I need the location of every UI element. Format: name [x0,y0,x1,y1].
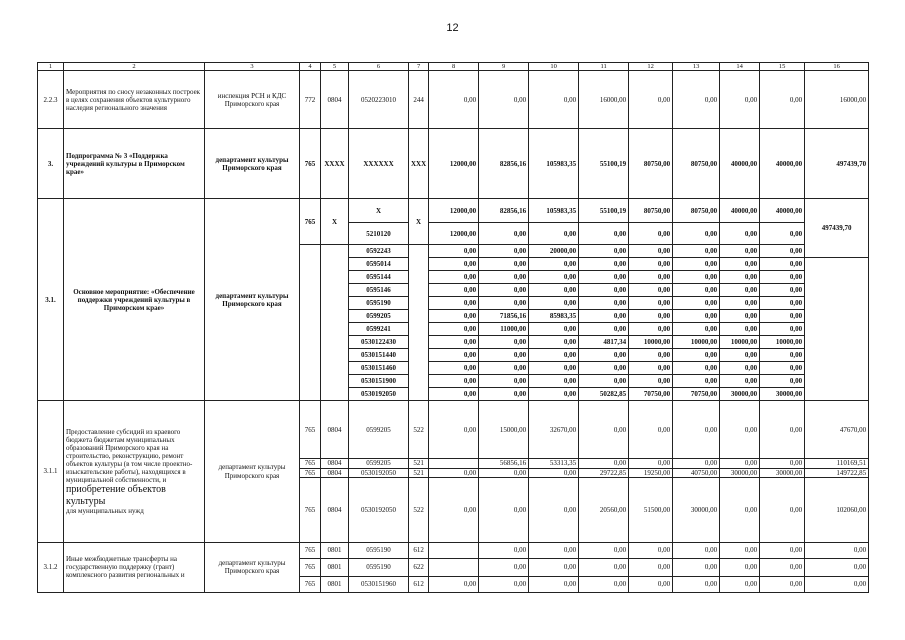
column-header: 9 [479,63,529,71]
value-cell: 16000,00 [579,71,629,129]
value-cell: 0,00 [529,388,579,401]
value-cell: 0,00 [629,258,673,271]
value-cell: 0,00 [629,284,673,297]
column-header: 13 [673,63,720,71]
code-cell: Х [409,199,429,245]
row-3-1-2-line [38,542,869,558]
value-cell: 0,00 [673,558,720,576]
value-cell: 0,00 [529,336,579,349]
row-3-1-line [38,199,869,223]
value-cell: 0,00 [529,362,579,375]
value-cell: 0,00 [760,576,805,592]
value-cell: 0,00 [673,375,720,388]
code-cell: 0599205 [349,310,409,323]
value-cell: 0,00 [673,459,720,468]
value-cell: 0,00 [673,310,720,323]
value-cell: 10000,00 [673,336,720,349]
value-cell: 15000,00 [479,401,529,459]
value-cell: 82856,16 [479,129,529,199]
code-cell: Х [349,199,409,223]
column-header: 2 [64,63,205,71]
value-cell: 0,00 [429,401,479,459]
value-cell: 0,00 [429,468,479,477]
value-cell: 0,00 [629,349,673,362]
value-cell: 0,00 [673,71,720,129]
value-cell: 0,00 [479,542,529,558]
code-cell: 0801 [321,542,349,558]
total-cell: 497439,70 [805,199,869,258]
value-cell: 0,00 [529,323,579,336]
code-cell: 522 [409,401,429,459]
value-cell: 0,00 [579,542,629,558]
value-cell: 0,00 [629,542,673,558]
value-cell: 80750,00 [629,199,673,223]
value-cell: 0,00 [479,375,529,388]
value-cell: 12000,00 [429,223,479,245]
value-cell: 40000,00 [720,199,760,223]
value-cell: 50282,85 [579,388,629,401]
value-cell: 0,00 [720,558,760,576]
value-cell: 11000,00 [479,323,529,336]
value-cell: 40000,00 [760,129,805,199]
value-cell: 0,00 [429,297,479,310]
value-cell: 4817,34 [579,336,629,349]
value-cell: 0,00 [479,271,529,284]
value-cell: 0,00 [579,258,629,271]
code-cell-empty [321,245,349,401]
subprogram-name: Подпрограмма № 3 «Поддержка учреждений культуры в Приморском крае» [64,129,205,199]
value-cell: 10000,00 [760,336,805,349]
value-cell: 0,00 [629,375,673,388]
value-cell: 110169,51 [805,459,869,468]
column-header: 1 [38,63,64,71]
code-cell: 765 [300,576,321,592]
code-cell: 521 [409,468,429,477]
value-cell: 0,00 [760,362,805,375]
column-header: 16 [805,63,869,71]
activity-name: Основное мероприятие: «Обеспечение поддержки учреждений культуры в Приморском крае» [64,199,205,401]
value-cell: 0,00 [760,310,805,323]
value-cell: 0,00 [760,71,805,129]
value-cell: 0,00 [479,576,529,592]
value-cell: 53313,35 [529,459,579,468]
code-cell: ХХХХХХ [349,129,409,199]
value-cell: 0,00 [429,362,479,375]
value-cell: 0,00 [673,401,720,459]
value-cell: 0,00 [579,576,629,592]
value-cell: 0,00 [479,297,529,310]
value-cell: 105983,35 [529,199,579,223]
code-cell: 0595144 [349,271,409,284]
executor: департамент культуры Приморского края [205,401,300,542]
value-cell: 0,00 [720,362,760,375]
activity-name [64,401,205,542]
value-cell: 12000,00 [429,199,479,223]
executor: инспекция РСН и КДС Приморского края [205,71,300,129]
value-cell: 80750,00 [673,129,720,199]
value-cell: 0,00 [629,223,673,245]
code-cell: ХХХХ [321,129,349,199]
value-cell: 0,00 [720,223,760,245]
column-header: 8 [429,63,479,71]
activity-name: Мероприятия по сносу незаконных построек в целях сохранения объектов культурного наследия регионального значения [64,71,205,129]
code-cell: 0530192050 [349,477,409,542]
code-cell-empty [409,245,429,401]
code-cell: 0599205 [349,459,409,468]
column-header: 5 [321,63,349,71]
column-header: 7 [409,63,429,71]
code-cell: 0520223010 [349,71,409,129]
code-cell: 0801 [321,558,349,576]
value-cell: 0,00 [579,401,629,459]
value-cell: 71856,16 [479,310,529,323]
value-cell: 0,00 [429,310,479,323]
code-cell: 765 [300,468,321,477]
value-cell: 0,00 [529,558,579,576]
code-cell-empty [300,245,321,401]
value-cell: 0,00 [579,323,629,336]
executor: департамент культуры Приморского края [205,129,300,199]
value-cell: 0,00 [429,375,479,388]
value-cell: 0,00 [479,362,529,375]
value-cell: 0,00 [429,323,479,336]
value-cell: 0,00 [760,284,805,297]
value-cell: 0,00 [479,223,529,245]
value-cell: 0,00 [720,310,760,323]
value-cell: 0,00 [760,297,805,310]
code-cell: 0804 [321,468,349,477]
code-cell: 765 [300,199,321,245]
value-cell: 55100,19 [579,199,629,223]
activity-name-part: Предоставление субсидий из краевого бюджета бюджетам муниципальных образований Приморского края на строительство, реконструкцию, ремонт объектов культуры (в том числе проектно-изыскательские работы), находящихся в муниципальной собственности, и [66,427,193,485]
code-cell: 772 [300,71,321,129]
header-row [38,63,869,71]
value-cell: 0,00 [760,258,805,271]
value-cell: 0,00 [429,477,479,542]
value-cell: 0,00 [673,271,720,284]
value-cell: 0,00 [760,323,805,336]
value-cell: 0,00 [429,271,479,284]
row-number: 3.1.2 [38,542,64,592]
value-cell: 0,00 [673,323,720,336]
value-cell: 40000,00 [760,199,805,223]
value-cell: 56856,16 [479,459,529,468]
value-cell: 0,00 [579,558,629,576]
value-cell: 0,00 [720,297,760,310]
value-cell: 0,00 [805,542,869,558]
row-number: 3.1. [38,199,64,401]
value-cell: 0,00 [760,375,805,388]
value-cell: 0,00 [629,459,673,468]
code-cell: 612 [409,542,429,558]
value-cell: 0,00 [629,310,673,323]
value-cell: 0,00 [673,362,720,375]
value-cell: 40000,00 [720,129,760,199]
value-cell: 0,00 [720,71,760,129]
value-cell: 0,00 [479,349,529,362]
value-cell: 29722,85 [579,468,629,477]
value-cell: 0,00 [673,223,720,245]
value-cell: 0,00 [529,477,579,542]
value-cell: 0,00 [760,542,805,558]
code-cell: 0530151900 [349,375,409,388]
value-cell: 0,00 [673,284,720,297]
value-cell: 0,00 [805,576,869,592]
value-cell: 149722,85 [805,468,869,477]
value-cell: 0,00 [479,336,529,349]
value-cell: 0,00 [629,323,673,336]
value-cell: 0,00 [479,558,529,576]
value-cell: 0,00 [720,477,760,542]
value-cell: 0,00 [579,459,629,468]
column-header: 12 [629,63,673,71]
value-cell: 55100,19 [579,129,629,199]
value-cell: 0,00 [673,576,720,592]
value-cell: 30000,00 [720,468,760,477]
value-cell: 0,00 [629,71,673,129]
code-cell: 0804 [321,459,349,468]
budget-table [37,62,869,593]
code-cell: 0530151960 [349,576,409,592]
code-cell: 622 [409,558,429,576]
value-cell: 0,00 [579,297,629,310]
value-cell: 0,00 [529,258,579,271]
code-cell: 0804 [321,71,349,129]
value-cell: 0,00 [529,297,579,310]
value-cell: 0,00 [720,323,760,336]
value-cell: 0,00 [529,542,579,558]
code-cell: 0530122430 [349,336,409,349]
value-cell: 0,00 [629,401,673,459]
code-cell: 765 [300,558,321,576]
code-cell: ХХХ [409,129,429,199]
activity-name-part: для муниципальных нужд [66,507,144,516]
column-header: 15 [760,63,805,71]
code-cell: 0599241 [349,323,409,336]
value-cell: 80750,00 [673,199,720,223]
value-cell: 0,00 [429,71,479,129]
code-cell: 0530151460 [349,362,409,375]
value-cell: 0,00 [429,284,479,297]
code-cell: 612 [409,576,429,592]
row-2-2-3 [38,71,869,129]
value-cell: 0,00 [429,388,479,401]
code-cell: 765 [300,459,321,468]
value-cell: 85983,35 [529,310,579,323]
value-cell: 30000,00 [760,388,805,401]
column-header: 14 [720,63,760,71]
total-cell-empty [805,258,869,401]
value-cell: 30000,00 [720,388,760,401]
value-cell: 20000,00 [529,245,579,258]
code-cell: 765 [300,477,321,542]
value-cell: 102060,00 [805,477,869,542]
value-cell: 497439,70 [805,129,869,199]
value-cell: 10000,00 [720,336,760,349]
code-cell: 522 [409,477,429,542]
value-cell: 0,00 [629,297,673,310]
value-cell: 0,00 [673,245,720,258]
value-cell: 70750,00 [629,388,673,401]
code-cell: 521 [409,459,429,468]
value-cell: 0,00 [579,349,629,362]
value-cell: 0,00 [760,477,805,542]
value-cell: 0,00 [720,258,760,271]
value-cell: 0,00 [629,271,673,284]
value-cell: 0,00 [529,468,579,477]
code-cell: 0530151440 [349,349,409,362]
column-header: 3 [205,63,300,71]
activity-name-emphasis: приобретение объектов культуры [66,484,166,507]
value-cell: 0,00 [673,258,720,271]
value-cell: 0,00 [760,223,805,245]
value-cell: 0,00 [429,576,479,592]
executor: департамент культуры Приморского края [205,542,300,592]
value-cell: 80750,00 [629,129,673,199]
value-cell: 0,00 [479,388,529,401]
value-cell: 0,00 [629,576,673,592]
value-cell: 32670,00 [529,401,579,459]
value-cell: 0,00 [760,245,805,258]
code-cell: 0595190 [349,542,409,558]
value-cell: 0,00 [479,258,529,271]
row-subprogram-3 [38,129,869,199]
value-cell: 0,00 [479,284,529,297]
code-cell: 765 [300,542,321,558]
value-cell: 0,00 [629,362,673,375]
page-number: 12 [446,22,459,34]
value-cell: 19250,00 [629,468,673,477]
value-cell: 0,00 [760,349,805,362]
value-cell: 0,00 [579,271,629,284]
value-cell: 0,00 [720,401,760,459]
value-cell: 0,00 [529,271,579,284]
value-cell: 0,00 [529,223,579,245]
value-cell: 47670,00 [805,401,869,459]
value-cell: 0,00 [579,362,629,375]
value-cell: 30000,00 [673,477,720,542]
value-cell [429,459,479,468]
value-cell: 16000,00 [805,71,869,129]
code-cell: 0530192050 [349,468,409,477]
value-cell: 0,00 [673,297,720,310]
value-cell: 0,00 [579,375,629,388]
value-cell: 0,00 [673,542,720,558]
value-cell: 82856,16 [479,199,529,223]
column-header: 6 [349,63,409,71]
value-cell: 0,00 [429,258,479,271]
value-cell: 105983,35 [529,129,579,199]
value-cell: 0,00 [579,245,629,258]
column-header: 11 [579,63,629,71]
value-cell: 0,00 [529,284,579,297]
code-cell: 0801 [321,576,349,592]
value-cell: 0,00 [529,375,579,388]
row-number: 3. [38,129,64,199]
value-cell: 0,00 [720,284,760,297]
value-cell: 20560,00 [579,477,629,542]
value-cell: 0,00 [479,468,529,477]
value-cell: 0,00 [760,459,805,468]
executor: департамент культуры Приморского края [205,199,300,401]
column-header: 10 [529,63,579,71]
activity-name: Иные межбюджетные трансферты на государственную поддержку (грант) комплексного развития региональных и [64,542,205,592]
code-cell: 5210120 [349,223,409,245]
value-cell [429,542,479,558]
value-cell: 0,00 [760,558,805,576]
value-cell: 0,00 [579,223,629,245]
value-cell: 51500,00 [629,477,673,542]
code-cell: 765 [300,401,321,459]
value-cell: 0,00 [429,349,479,362]
row-3-1-1-line [38,401,869,459]
code-cell: 0595190 [349,297,409,310]
value-cell: 0,00 [479,477,529,542]
code-cell: 0595146 [349,284,409,297]
value-cell: 0,00 [720,349,760,362]
value-cell: 30000,00 [760,468,805,477]
row-number: 2.2.3 [38,71,64,129]
value-cell: 0,00 [429,336,479,349]
value-cell: 0,00 [629,245,673,258]
code-cell: 244 [409,71,429,129]
value-cell: 0,00 [529,349,579,362]
code-cell: 765 [300,129,321,199]
value-cell: 0,00 [760,271,805,284]
code-cell: Х [321,199,349,245]
value-cell: 0,00 [720,459,760,468]
value-cell: 0,00 [760,401,805,459]
value-cell: 0,00 [579,284,629,297]
value-cell: 0,00 [720,245,760,258]
column-header: 4 [300,63,321,71]
code-cell: 0530192050 [349,388,409,401]
value-cell: 12000,00 [429,129,479,199]
value-cell: 0,00 [479,245,529,258]
value-cell: 0,00 [429,245,479,258]
code-cell: 0804 [321,477,349,542]
code-cell: 0595190 [349,558,409,576]
value-cell: 70750,00 [673,388,720,401]
code-cell: 0599205 [349,401,409,459]
value-cell: 0,00 [673,349,720,362]
value-cell: 40750,00 [673,468,720,477]
code-cell: 0595014 [349,258,409,271]
value-cell: 0,00 [529,576,579,592]
value-cell: 10000,00 [629,336,673,349]
code-cell: 0804 [321,401,349,459]
value-cell: 0,00 [629,558,673,576]
value-cell [429,558,479,576]
value-cell: 0,00 [805,558,869,576]
value-cell: 0,00 [579,310,629,323]
value-cell: 0,00 [720,542,760,558]
code-cell: 0592243 [349,245,409,258]
value-cell: 0,00 [720,576,760,592]
value-cell: 0,00 [720,271,760,284]
row-number: 3.1.1 [38,401,64,542]
value-cell: 0,00 [529,71,579,129]
value-cell: 0,00 [479,71,529,129]
value-cell: 0,00 [720,375,760,388]
